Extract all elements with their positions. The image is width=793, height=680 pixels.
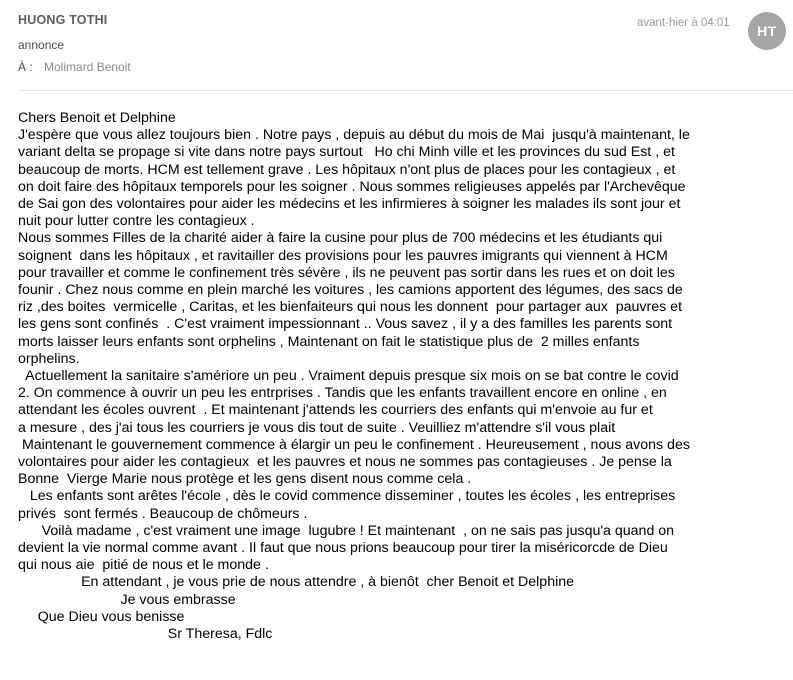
body-line: riz ,des boites vermicelle , Caritas, et les bienfaiteurs qui nous les donnent pour partager aux pauvres et (18, 299, 683, 316)
body-line: Sr Theresa, Fdlc (18, 626, 273, 643)
body-line: En attendant , je vous prie de nous attendre , à bienôt cher Benoit et Delphine (18, 574, 575, 591)
body-line: Maintenant le gouvernement commence à élargir un peu le confinement . Heureusement , nous avons des (18, 436, 690, 453)
body-line: variant delta se propage si vite dans notre pays surtout Ho chi Minh ville et les provinces du sud Est , et (18, 144, 675, 161)
body-line: founir . Chez nous comme en plein marché les voitures , les camions apportent des légumes, des sacs de (18, 282, 683, 299)
message-header (0, 0, 793, 90)
sender-name[interactable]: HUONG TOTHI (18, 13, 108, 27)
body-line: attendant les écoles ouvrent . Et maintenant j'attends les courriers des enfants qui m'envoie au fur et (18, 402, 653, 419)
body-line: morts laisser leurs enfants sont orphelins , Maintenant on fait le statistique plus de 2 milles enfants (18, 333, 640, 350)
body-line: Chers Benoit et Delphine (18, 110, 176, 126)
body-line: J'espère que vous allez toujours bien . Notre pays , depuis au début du mois de Mai jusqu'à maintenant, le (18, 127, 690, 144)
body-line: Voilà madame , c'est vraiment une image lugubre ! Et maintenant , on ne sais pas jusqu'a quand on (18, 522, 675, 539)
header-divider (18, 90, 793, 91)
body-line: on doit faire des hôpitaux temporels pour les soigner . Nous sommes religieuses appelés par l'Archevêque (18, 178, 686, 195)
body-line: privés sont fermés . Beaucoup de chômeurs . (18, 505, 308, 522)
recipient-name[interactable]: Molimard Benoit (44, 60, 131, 74)
body-line: Que Dieu vous benisse (18, 608, 185, 625)
recipient-label: À : (18, 60, 33, 74)
sender-avatar: HT (748, 12, 786, 50)
body-line: a mesure , des j'ai tous les courriers je vous dis tout de suite . Veuilliez m'attendre s'il vous plait (18, 419, 616, 436)
body-line: de Sai gon des volontaires pour aider les médecins et les infirmieres à soigner les malades ils sont jour et (18, 196, 681, 213)
body-line: 2. On commence à ouvrir un peu les entrprises . Tandis que les enfants travaillent encore en online , en (18, 385, 667, 402)
message-subject: annonce (18, 38, 65, 52)
recipient-row (18, 60, 131, 74)
body-line: orphelins. (18, 350, 80, 367)
body-line: soignent dans les hôpitaux , et ravitailler des provisions pour les pauvres imigrants qui viennent à HCM (18, 247, 668, 264)
message-date: avant-hier à 04:01 (637, 17, 730, 29)
body-line: pour travailler et comme le confinement très sévère , ils ne peuvent pas sortir dans les rues et on doit les (18, 264, 675, 281)
body-line: beaucoup de morts. HCM est tellement grave . Les hôpitaux n'ont plus de places pour les contagieux , et (18, 161, 676, 178)
body-line: devient la vie normal comme avant . Il faut que nous prions beaucoup pour tirer la miséricorcde de Dieu (18, 540, 668, 557)
body-line: Les enfants sont arêtes l'école , dès le covid commence disseminer , toutes les écoles , les entreprises (18, 488, 676, 505)
body-line: Bonne Vierge Marie nous protège et les gens disent nous comme cela . (18, 471, 472, 488)
body-line: Nous sommes Filles de la charité aider à faire la cusine pour plus de 700 médecins et les étudiants qui (18, 230, 663, 247)
body-line: Actuellement la sanitaire s'amériore un peu . Vraiment depuis presque six mois on se bat contre le covid (18, 368, 679, 385)
body-line: Je vous embrasse (18, 591, 236, 608)
body-line: volontaires pour aider les contagieux et les pauvres et nous ne sommes pas contagieuses . Je pense la (18, 454, 672, 471)
body-line: nuit pour lutter contre les contagieux . (18, 213, 255, 230)
body-line: les gens sont confinés . C'est vraiment impessionnant .. Vous savez , il y a des familles les parents sont (18, 316, 673, 333)
message-body (18, 110, 793, 643)
body-line: qui nous aie pitié de nous et le monde . (18, 557, 269, 574)
